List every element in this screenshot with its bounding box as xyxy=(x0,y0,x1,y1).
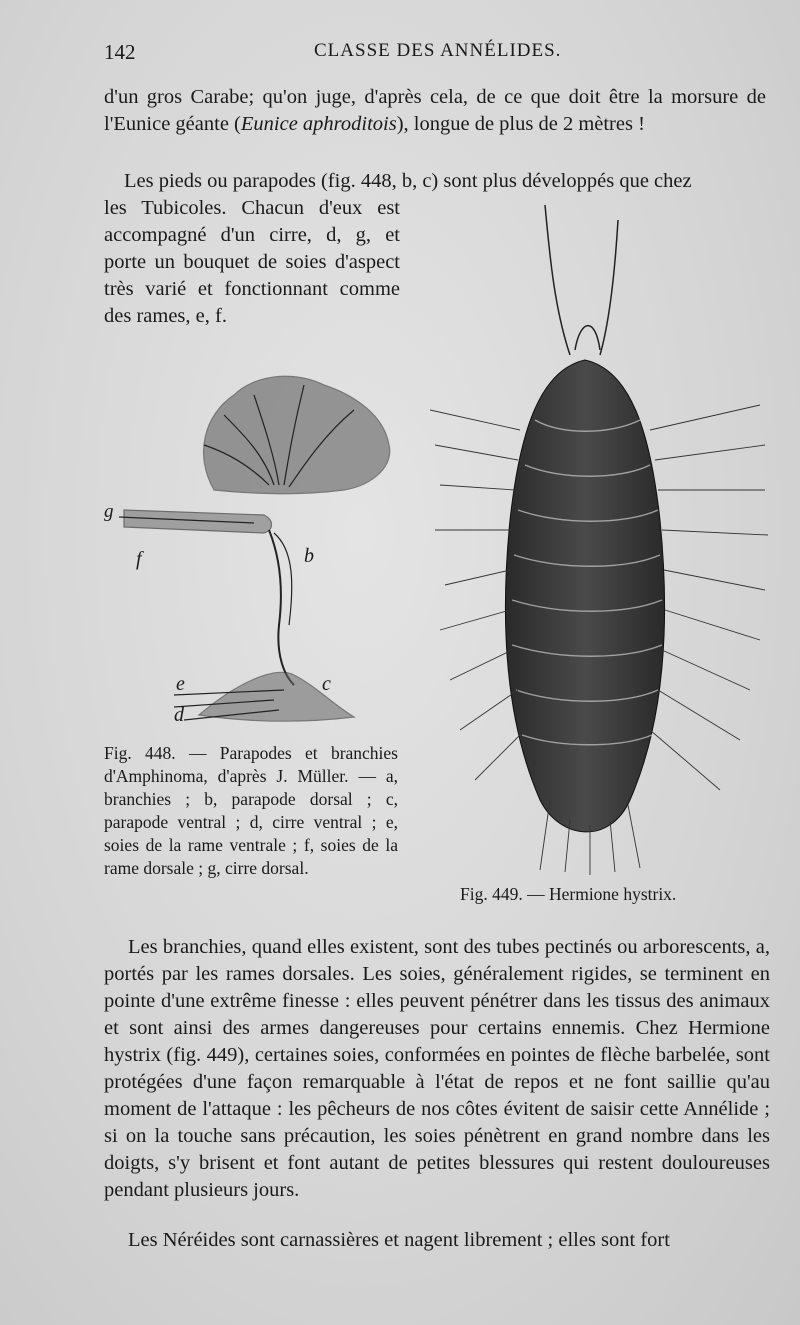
parapodes-paragraph: les Tubicoles. Chacun d'eux est accompagné d'un cirre, d, g, et porte un bouquet de soies d'aspect très varié et fonctionnant comme des rames, e, f. xyxy=(104,197,400,327)
label-f: f xyxy=(136,548,142,570)
figure-448-caption: Fig. 448. — Parapodes et branchies d'Amphinoma, d'après J. Müller. — a, branchies ; b, parapode dorsal ; c, parapode ventral ; d, cirre ventral ; e, soies de la rame ventrale ; f, soies de la rame dorsale ; g, cirre dorsal. xyxy=(104,743,398,878)
label-d: d xyxy=(174,704,184,726)
figure-448-illustration xyxy=(104,355,404,735)
intro-text-start: d'un gros Carabe; qu'on juge, d'après cela, de ce que doit être la morsure de l'Eunice géante ( xyxy=(104,86,766,135)
nereides-line: Les Néréides sont carnassières et nagent librement ; elles sont fort xyxy=(128,1229,670,1251)
page-header xyxy=(104,40,764,70)
parapode-drawing xyxy=(104,355,404,735)
intro-paragraph xyxy=(104,84,766,138)
intro-text-end: ), longue de plus de 2 mètres ! xyxy=(396,113,645,135)
label-e: e xyxy=(176,673,185,695)
label-g: g xyxy=(104,501,114,522)
branchies-paragraph: Les branchies, quand elles existent, sont des tubes pectinés ou arborescents, a, portés par les rames dorsales. Les soies, généralement rigides, se terminent en pointe d'une extrême finesse : elles peuvent pénétrer dans les tissus des animaux et sont ainsi des armes dangereuses pour certains ennemis. Chez Hermione hystrix (fig. 449), certaines soies, conformées en pointes de flèche barbelée, sont protégées d'une façon remarquable à l'état de repos et ne font saillie qu'au moment de l'attaque : les pêcheurs de nos côtes évitent de saisir cette Annélide ; si on la touche sans précaution, les soies pénètrent en grand nombre dans les doigts, s'y brisent et font autant de petites blessures qui restent douloureuses pendant plusieurs jours. xyxy=(104,936,770,1201)
page-number: 142 xyxy=(104,40,136,64)
running-title: CLASSE DES ANNÉLIDES. xyxy=(314,40,562,61)
figure-449-illustration xyxy=(430,200,770,880)
label-c: c xyxy=(322,673,331,695)
species-name: Eunice aphroditois xyxy=(240,113,397,135)
figure-449-caption: Fig. 449. — Hermione hystrix. xyxy=(460,884,677,904)
parapodes-first-line: Les pieds ou parapodes (fig. 448, b, c) sont plus développés que chez xyxy=(124,170,692,192)
label-b: b xyxy=(304,545,314,567)
hermione-drawing xyxy=(430,200,770,880)
